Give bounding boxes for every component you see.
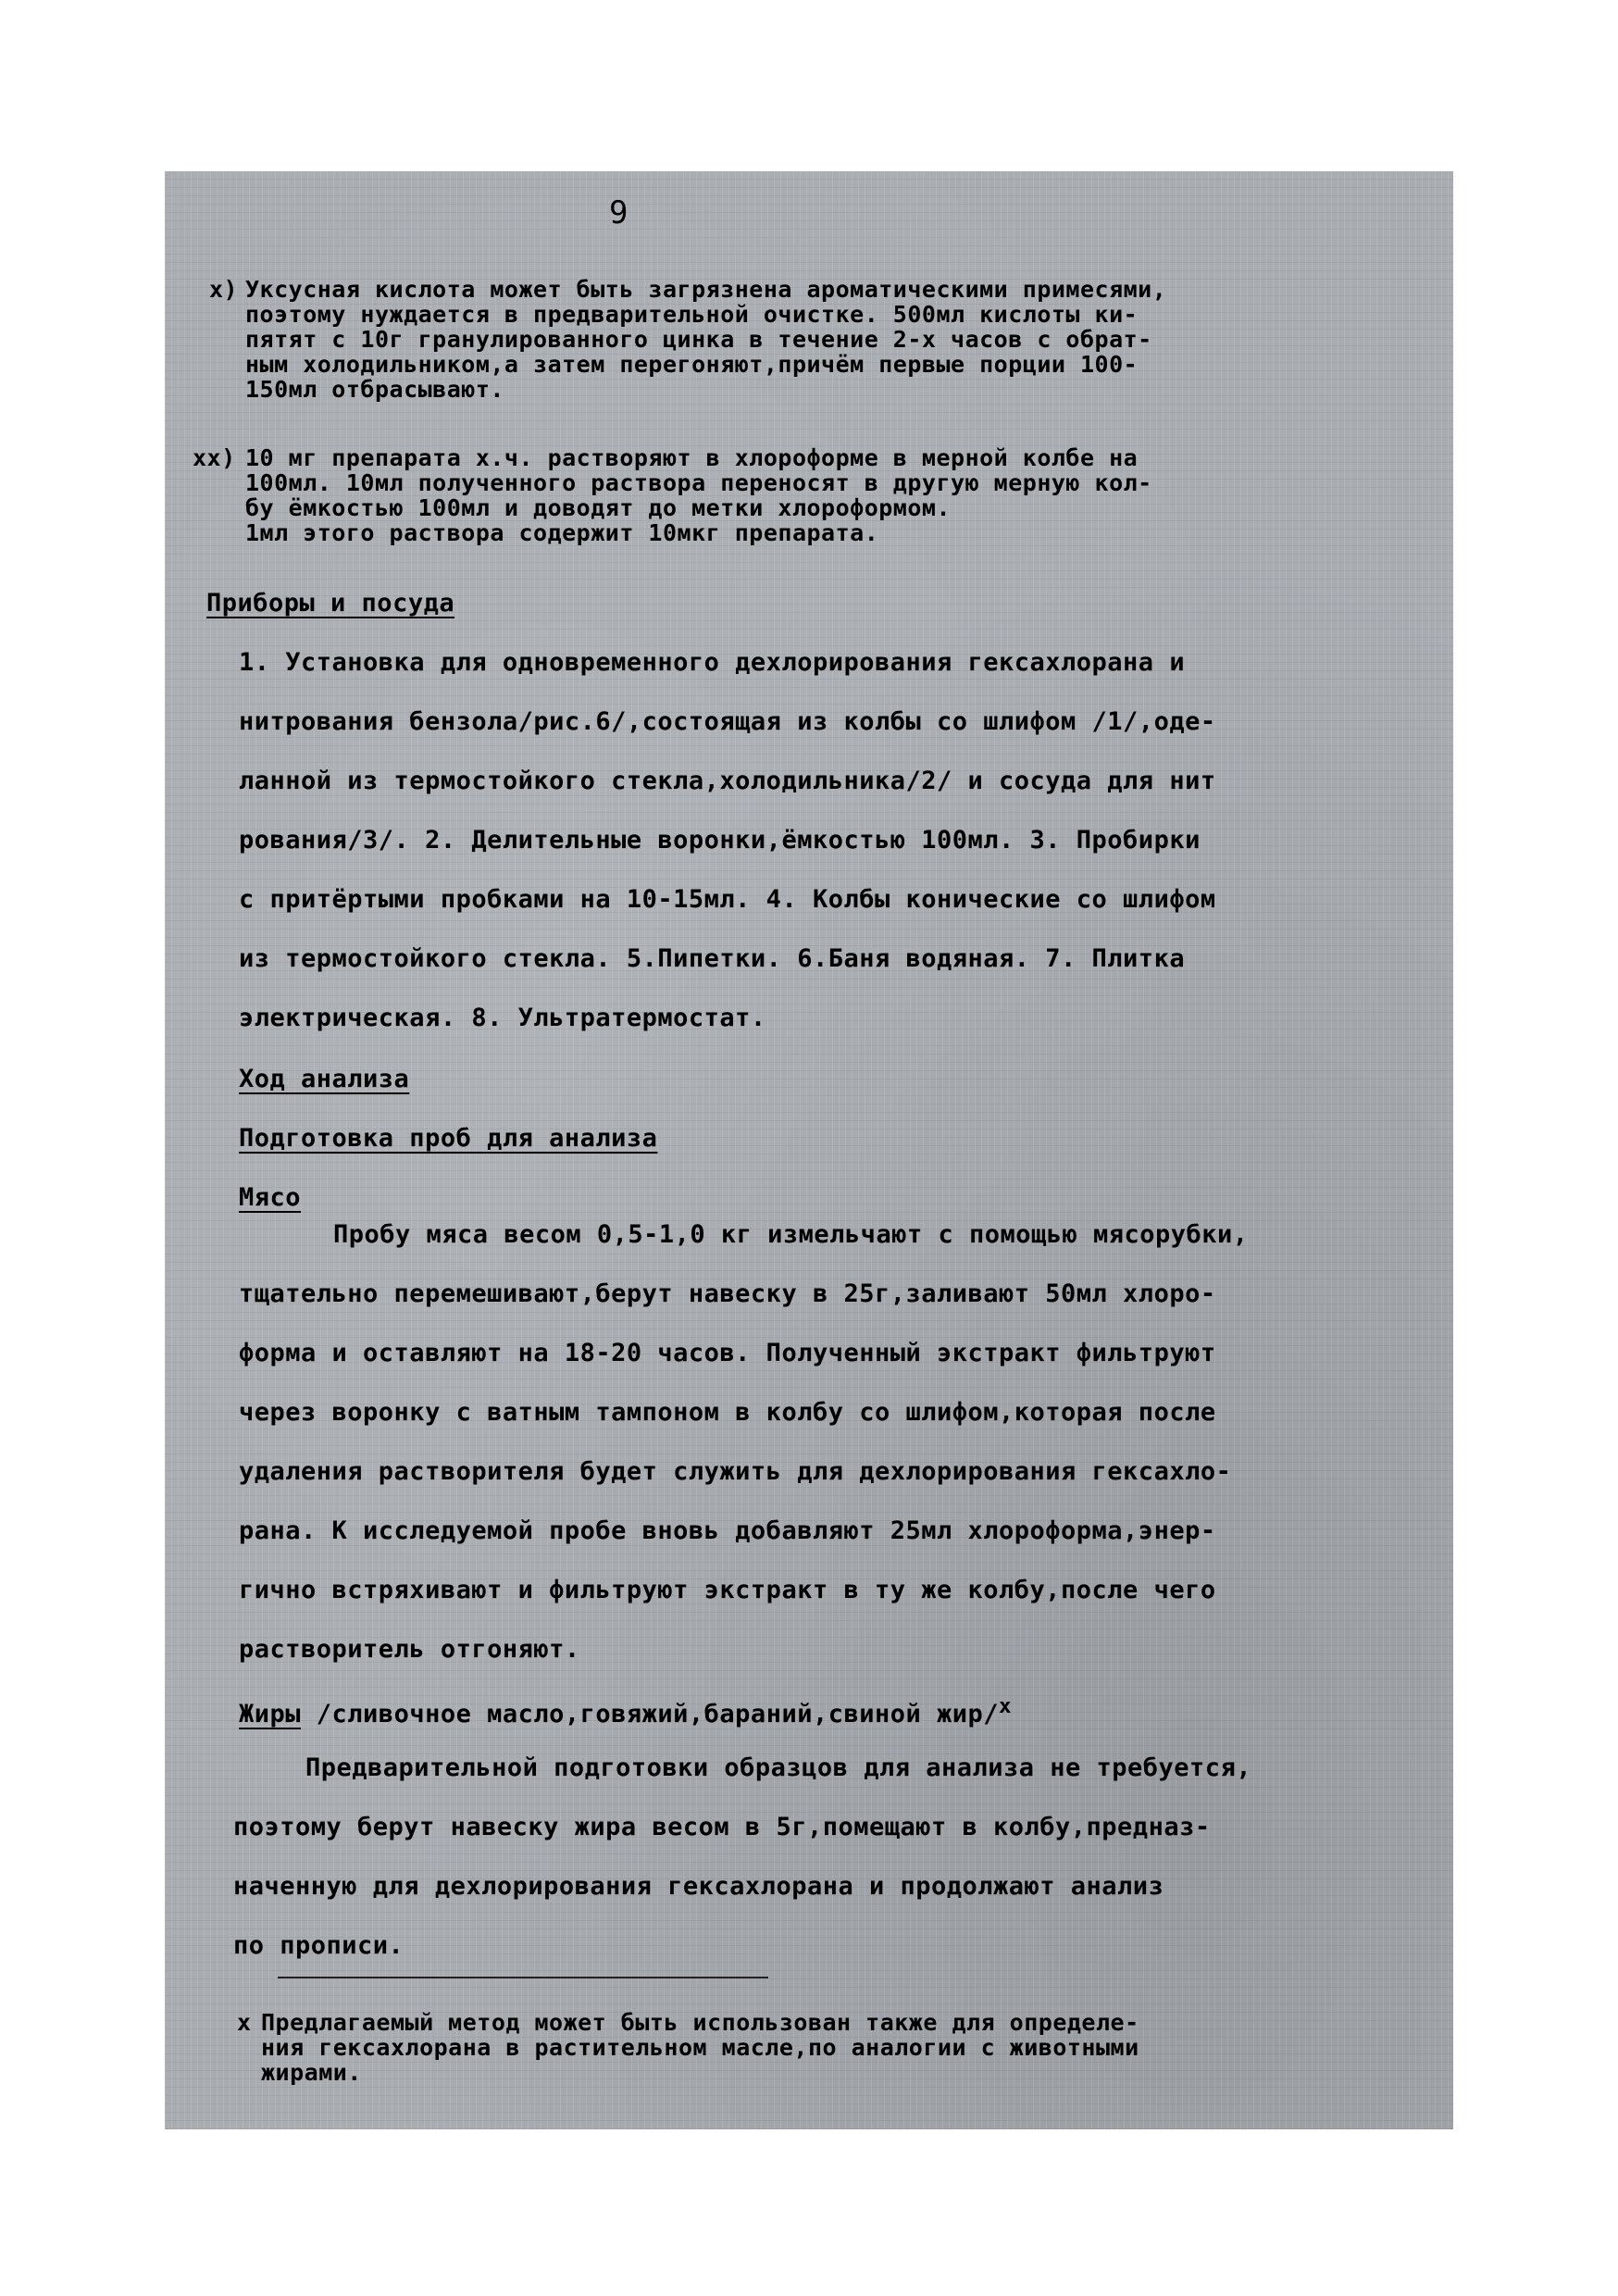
meat-line-7: гично встряхивают и фильтруют экстракт в ту же колбу,после чего: [239, 1576, 1216, 1604]
equipment-line-7: электрическая. 8. Ультратермостат.: [239, 1004, 766, 1032]
footnote-marker-x: x): [209, 276, 239, 303]
equipment-line-1: 1. Установка для одновременного дехлорирования гексахлорана и: [239, 648, 1186, 677]
page-number: 9: [609, 194, 629, 231]
heading-equipment: Приборы и посуда: [206, 589, 455, 618]
equipment-line-3: ланной из термостойкого стекла,холодильника/2/ и сосуда для нит: [239, 767, 1216, 795]
footnote-bottom-line-3: жирами.: [261, 2059, 362, 2086]
meat-line-4: через воронку с ватным тампоном в колбу со шлифом,которая после: [239, 1398, 1216, 1427]
footnote-bottom-marker: x: [237, 2009, 252, 2036]
footnote-xx-line-1: 10 мг препарата х.ч. растворяют в хлороформе в мерной колбе на: [245, 444, 1139, 471]
equipment-line-6: из термостойкого стекла. 5.Пипетки. 6.Баня водяная. 7. Плитка: [239, 944, 1186, 973]
footnote-x-line-3: пятят с 10г гранулированного цинка в течение 2-х часов с обрат-: [245, 326, 1152, 353]
footnote-bottom-line-2: ния гексахлорана в растительном масле,по аналогии с животными: [261, 2034, 1139, 2061]
footnote-x-line-5: 150мл отбрасывают.: [245, 376, 504, 403]
fats-line-1: Предварительной подготовки образцов для анализа не требуется,: [305, 1753, 1252, 1782]
fats-line-4: по прописи.: [233, 1931, 404, 1960]
heading-fats-rest: /сливочное масло,говяжий,бараний,свиной жир/: [301, 1700, 1000, 1728]
footnote-x-line-4: ным холодильником,а затем перегоняют,причём первые порции 100-: [245, 351, 1139, 378]
meat-line-2: тщательно перемешивают,берут навеску в 25г,заливают 50мл хлоро-: [239, 1279, 1216, 1308]
meat-line-1: Пробу мяса весом 0,5-1,0 кг измельчают с помощью мясорубки,: [333, 1220, 1249, 1249]
footnote-xx-line-3: бу ёмкостью 100мл и доводят до метки хлороформом.: [245, 494, 952, 521]
meat-line-3: форма и оставляют на 18-20 часов. Полученный экстракт фильтруют: [239, 1339, 1216, 1367]
heading-course: Ход анализа: [239, 1065, 410, 1093]
footnote-x-line-2: поэтому нуждается в предварительной очистке. 500мл кислоты ки-: [245, 301, 1139, 328]
footnote-x-line-1: Уксусная кислота может быть загрязнена ароматическими примесями,: [245, 276, 1167, 303]
heading-meat: Мясо: [239, 1183, 302, 1212]
heading-fats-marker: x: [999, 1694, 1013, 1718]
footnote-bottom-line-1: Предлагаемый метод может быть использован также для определе-: [261, 2009, 1139, 2036]
fats-line-2: поэтому берут навеску жира весом в 5г,помещают в колбу,предназ-: [233, 1813, 1211, 1841]
equipment-line-5: с притёртыми пробками на 10-15мл. 4. Колбы конические со шлифом: [239, 885, 1216, 914]
footnote-xx-line-4: 1мл этого раствора содержит 10мкг препарата.: [245, 519, 879, 546]
footnote-marker-xx: xx): [193, 444, 236, 471]
heading-preparation: Подготовка проб для анализа: [239, 1124, 658, 1153]
fats-heading-row: [239, 1694, 1012, 1728]
meat-line-5: удаления растворителя будет служить для дехлорирования гексахло-: [239, 1457, 1232, 1486]
footnote-xx-line-2: 100мл. 10мл полученного раствора переносят в другую мерную кол-: [245, 469, 1152, 496]
footnote-separator: [278, 1977, 768, 1978]
heading-fats: Жиры: [239, 1700, 302, 1728]
meat-line-6: рана. К исследуемой пробе вновь добавляют 25мл хлороформа,энер-: [239, 1516, 1216, 1545]
equipment-line-4: рования/3/. 2. Делительные воронки,ёмкостью 100мл. 3. Пробирки: [239, 826, 1201, 855]
fats-line-3: наченную для дехлорирования гексахлорана и продолжают анализ: [233, 1872, 1164, 1901]
meat-line-8: растворитель отгоняют.: [239, 1635, 580, 1664]
equipment-line-2: нитрования бензола/рис.6/,состоящая из колбы со шлифом /1/,оде-: [239, 707, 1216, 736]
